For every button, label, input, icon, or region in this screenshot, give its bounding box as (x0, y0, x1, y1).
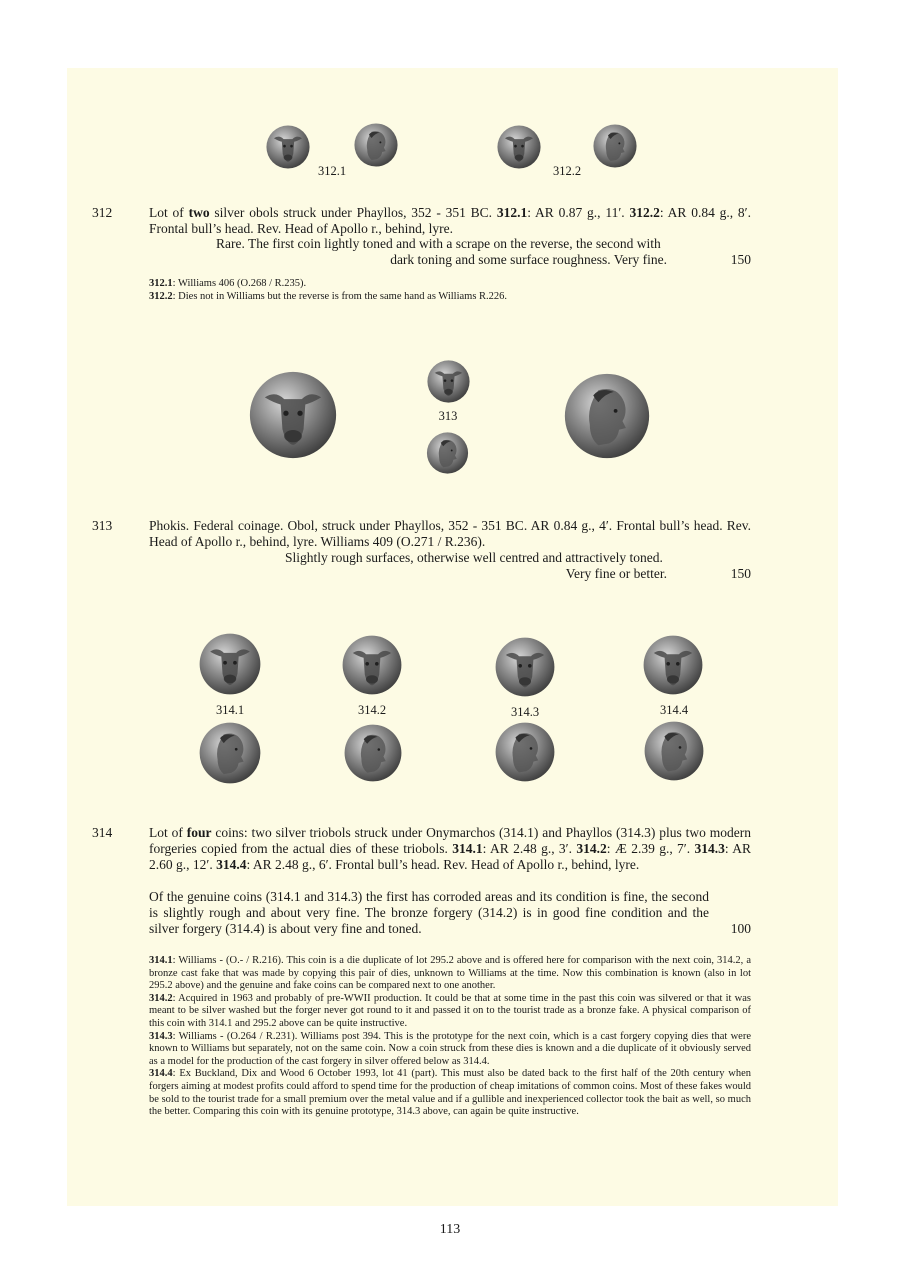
lot-314-description: Lot of four coins: two silver triobols struck under Onymarchos (314.1) and Phayllos (314.3) plus two modern forgeries copied from the actual dies of these triobols. 314.1: AR 2.48 g., 3′. 314.2: Æ 2.39 g., 7′. 314.3: AR 2.60 g., 12′. 314.4: AR 2.48 g., 6′. Frontal bull’s head. Rev. Head of Apollo r., behind, lyre. (149, 825, 751, 872)
page-number: 113 (439, 1222, 461, 1237)
lot-313-condition-1: Slightly rough surfaces, otherwise well centred and attractively toned. (285, 550, 663, 565)
lot-314-notes: 314.1: Williams - (O.- / R.216). This coin is a die duplicate of lot 295.2 above and is offered here for comparison with the next coin, 314.2, a bronze cast fake that was made by copying this pair of dies, unknown to Williams at the time. Now this combination is known (also in lot 295.2 above) and the genuine and fake coins can be compared next to one another. 314.2: Acquired in 1963 and probably of pre-WWII production. It could be that at some time in the past this coin was silvered or that it was meant to be silver washed but the forger never got round to it and passed it on to the tourist trade as a bronze fake. A physical comparison of this coin with 314.1 and 295.2 above can be quite instructive. 314.3: Williams - (O.264 / R.231). Williams post 394. This is the prototype for the next coin, which is a cast forgery copying dies that were known to Williams but separately, not on the same coin. Now a coin struck from these dies is known and a die duplicate of it obviously served as a model for the production of the cast forgery in silver offered below as 314.4. 314.4: Ex Buckland, Dix and Wood 6 October 1993, lot 41 (part). This must also be dated back to the first half of the 20th century when forgers aiming at modest profits could afford to spend time for the production of cheap imitations of common coins. Most of these fakes would be sold to the tourist trade for a small premium over the metal value and if a gullible and inexperienced collector took the bait as well, so much the better. Comparing this coin with its genuine prototype, 314.3 above, can again be quite instructive. (149, 955, 751, 1118)
coin-314-2-reverse (340, 724, 406, 782)
caption-313: 313 (438, 409, 458, 423)
coin-314-3-obverse (492, 637, 558, 697)
lot-313-description: Phokis. Federal coinage. Obol, struck under Phayllos, 352 - 351 BC. AR 0.84 g., 4′. Frontal bull’s head. Rev. Head of Apollo r., behind, lyre. Williams 409 (O.271 / R.236). (149, 518, 751, 549)
coin-313-reverse-small (424, 432, 471, 474)
coin-314-3-reverse (492, 722, 558, 782)
coin-313-obverse-large (247, 371, 339, 459)
lot-number-312: 312 (92, 205, 113, 220)
lot-314-price: 100 (730, 921, 751, 936)
lot-312-condition-2: dark toning and some surface roughness. Very fine. (390, 252, 667, 267)
coin-313-obverse-small (426, 360, 471, 403)
caption-314-4: 314.4 (659, 703, 689, 717)
lot-313-condition-2: Very fine or better. (565, 566, 667, 581)
coin-314-1-reverse (199, 722, 261, 784)
coin-314-2-obverse (339, 635, 405, 695)
lot-number-313: 313 (92, 518, 113, 533)
lot-312-price: 150 (730, 252, 751, 267)
caption-312-2: 312.2 (552, 164, 582, 178)
caption-314-3: 314.3 (510, 705, 540, 719)
lot-312-notes: 312.1: Williams 406 (O.268 / R.235). 312.2: Dies not in Williams but the reverse is from the same hand as Williams R.226. (149, 278, 508, 302)
coin-314-1-obverse (199, 633, 261, 695)
lot-312-condition-1: Rare. The first coin lightly toned and with a scrape on the reverse, the second with (216, 236, 661, 251)
lot-313-price: 150 (730, 566, 751, 581)
coin-314-4-obverse (639, 635, 707, 695)
lot-number-314: 314 (92, 825, 113, 840)
coin-312-2-obverse (497, 125, 541, 169)
coin-312-1-obverse (266, 125, 310, 169)
coin-313-reverse-large (561, 373, 653, 459)
caption-312-1: 312.1 (317, 164, 347, 178)
coin-312-2-reverse (593, 124, 637, 168)
coin-314-4-reverse (641, 721, 707, 781)
lot-312-description: Lot of two silver obols struck under Phayllos, 352 - 351 BC. 312.1: AR 0.87 g., 11′. 312.2: AR 0.84 g., 8′. Frontal bull’s head. Rev. Head of Apollo r., behind, lyre. (149, 205, 751, 236)
caption-314-2: 314.2 (357, 703, 387, 717)
caption-314-1: 314.1 (215, 703, 245, 717)
coin-312-1-reverse (354, 123, 398, 167)
lot-314-condition: Of the genuine coins (314.1 and 314.3) the first has corroded areas and its condition is fine, the second is slightly rough and about very fine. The bronze forgery (314.2) is in good fine condition and the silver forgery (314.4) is about very fine and toned. (149, 889, 709, 936)
